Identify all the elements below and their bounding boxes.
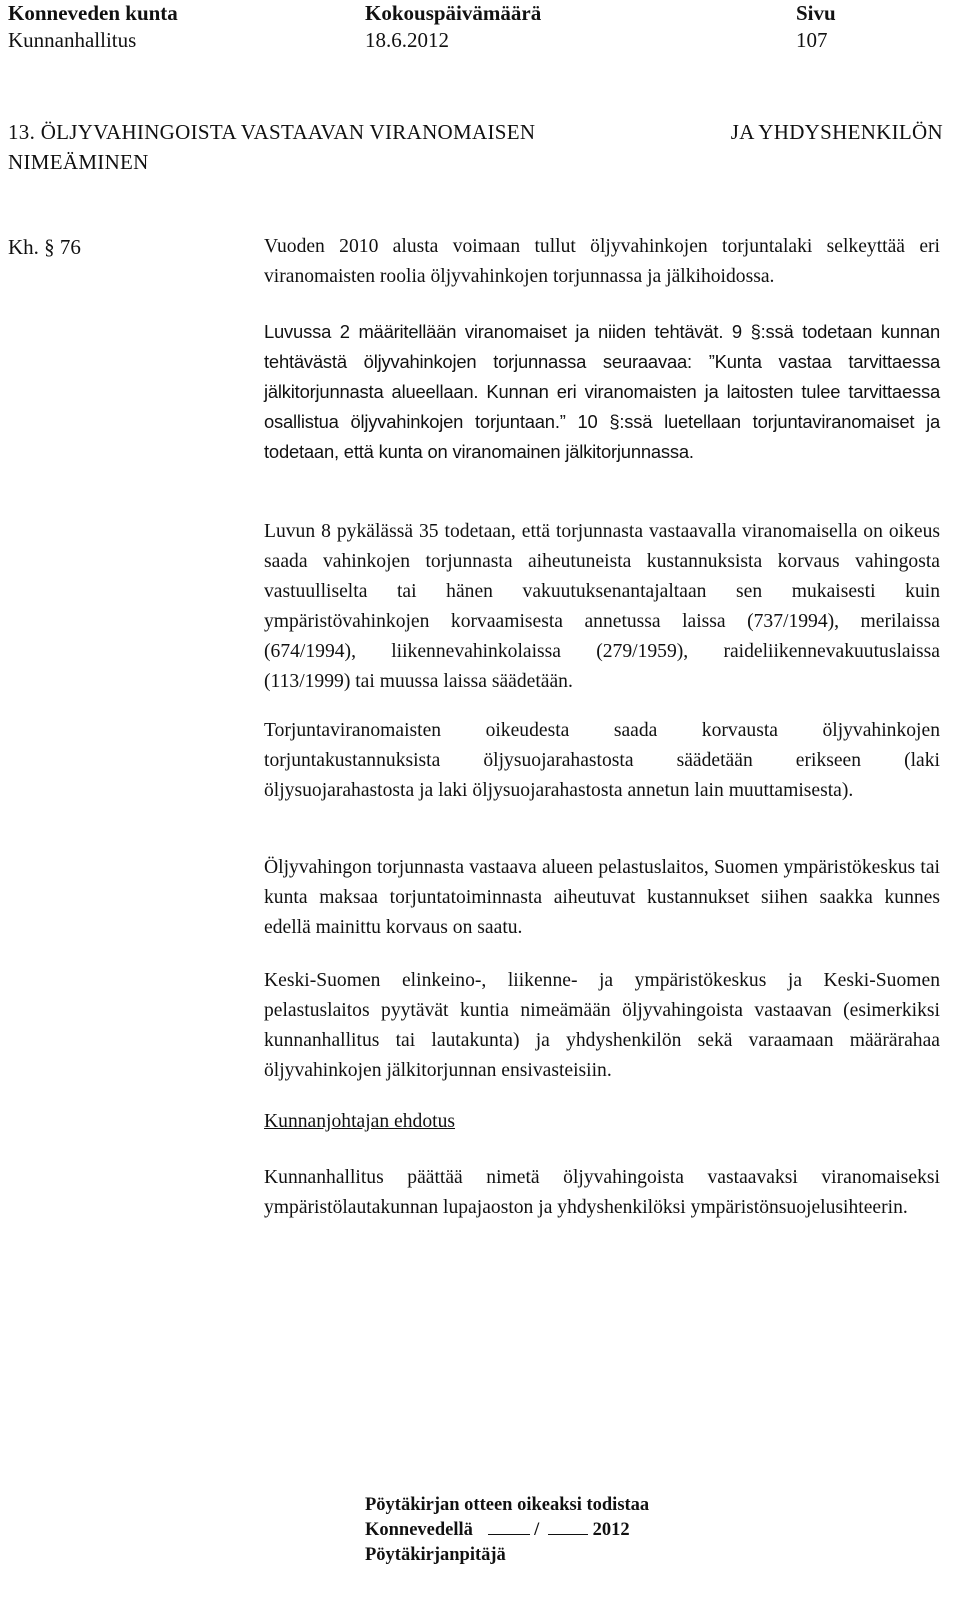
paragraph-3	[264, 517, 940, 697]
paragraph-text: Keski-Suomen elinkeino-, liikenne- ja ympäristökeskus ja Keski-Suomen pelastuslaitos pyytävät kuntia nimeämään öljyvahingoista vastaavan (esimerkiksi kunnanhallitus tai lautakunta) ja yhdyshenkilön sekä varaamaan määrärahaa öljyvahinkojen jälkitorjunnan ensivasteisiin.	[264, 970, 940, 1081]
paragraph-text: Torjuntaviranomaisten oikeudesta saada korvausta öljyvahinkojen torjuntakustannuksista öljysuojarahastosta säädetään erikseen (laki öljysuojarahastosta ja laki öljysuojarahastosta annetun lain muuttamisesta).	[264, 720, 940, 801]
paragraph-text: Vuoden 2010 alusta voimaan tullut öljyvahinkojen torjuntalaki selkeyttää eri viranomaisten roolia öljyvahinkojen torjunnassa ja jälkihoidossa.	[264, 236, 940, 287]
section-number: Kh. § 76	[8, 235, 81, 259]
paragraph-text: Luvussa 2 määritellään viranomaiset ja niiden tehtävät. 9 §:ssä todetaan kunnan tehtävästä öljyvahinkojen torjunnassa seuraavaa: ”Kunta vastaa tarvittaessa jälkitorjunnasta alueellaan. Kunnan eri viranomaisten ja laitosten tulee tarvittaessa osallistua öljyvahinkojen torjuntaan.” 10 §:ssä luetellaan torjuntaviranomaiset ja todetaan, että kunta on viranomainen jälkitorjunnassa.	[264, 321, 940, 462]
paragraph-text: Kunnanhallitus päättää nimetä öljyvahingoista vastaavaksi viranomaiseksi ympäristölautakunnan lupajaoston ja yhdyshenkilöksi ympäristönsuojelusihteerin.	[264, 1167, 940, 1218]
certification-footer	[365, 1493, 649, 1568]
title-line1-right: JA YHDYSHENKILÖN	[730, 120, 943, 144]
footer-date-line	[365, 1518, 649, 1543]
org-label: Konneveden kunta	[8, 1, 178, 25]
org-value: Kunnanhallitus	[8, 28, 137, 52]
date-value: 18.6.2012	[365, 28, 449, 52]
page-title	[8, 117, 943, 177]
footer-place: Konnevedellä	[365, 1520, 473, 1540]
page-number: 107	[796, 28, 828, 52]
title-line2: NIMEÄMINEN	[8, 150, 149, 174]
footer-year: 2012	[592, 1520, 630, 1540]
title-line1-left: 13. ÖLJYVAHINGOISTA VASTAAVAN VIRANOMAISEN	[8, 120, 536, 144]
page-label: Sivu	[796, 1, 836, 25]
date-label: Kokouspäivämäärä	[365, 1, 542, 25]
paragraph-text: Öljyvahingon torjunnasta vastaava alueen pelastuslaitos, Suomen ympäristökeskus tai kunta maksaa torjuntatoiminnasta aiheutuvat kustannukset siihen saakka kunnes edellä mainittu korvaus on saatu.	[264, 857, 940, 938]
paragraph-text: Luvun 8 pykälässä 35 todetaan, että torjunnasta vastaavalla viranomaisella on oikeus saada vahinkojen torjunnasta aiheutuneista kustannuksista korvaus vahingosta vastuulliselta tai hänen vakuutuksenantajaltaan sen mukaisesti kuin ympäristövahinkojen korvaamisesta annetussa laissa (737/1994), merilaissa (674/1994), liikennevahinkolaissa (279/1959), raideliikennevakuutuslaissa (113/1999) tai muussa laissa säädetään.	[264, 521, 940, 692]
proposal-heading: Kunnanjohtajan ehdotus	[264, 1111, 456, 1132]
paragraph-1	[264, 232, 940, 292]
paragraph-5	[264, 853, 940, 943]
paragraph-7	[264, 1163, 940, 1223]
paragraph-2	[264, 317, 940, 467]
paragraph-4	[264, 716, 940, 806]
footer-certification-text: Pöytäkirjan otteen oikeaksi todistaa	[365, 1495, 650, 1515]
proposal-section	[264, 1107, 940, 1137]
paragraph-6	[264, 966, 940, 1086]
footer-slash: /	[534, 1520, 540, 1540]
day-blank	[488, 1518, 530, 1535]
month-blank	[548, 1518, 588, 1535]
footer-signatory: Pöytäkirjanpitäjä	[365, 1545, 506, 1565]
